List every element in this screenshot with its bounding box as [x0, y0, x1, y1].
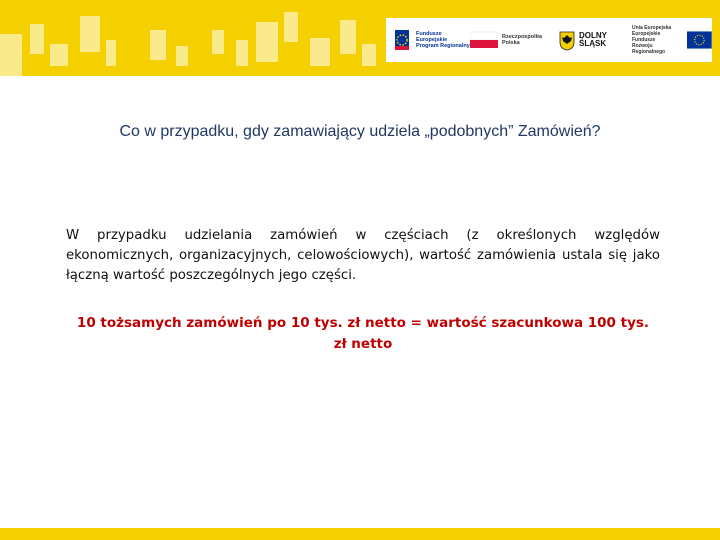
- body-paragraph: W przypadku udzielania zamówień w częściach (z określonych względów ekonomicznych, organizacyjnych, celowościowych), wartość zamówienia ustala się jako łączną wartość poszczególnych jego części.: [66, 228, 660, 283]
- highlight-example: 10 tożsamych zamówień po 10 tys. zł netto = wartość szacunkowa 100 tys. zł netto: [76, 315, 650, 352]
- decorative-block: [106, 40, 116, 66]
- decorative-block: [236, 40, 248, 66]
- header-band: [0, 0, 720, 76]
- decorative-block: [362, 44, 376, 66]
- decorative-block: [256, 22, 278, 62]
- slide-title: Co w przypadku, gdy zamawiający udziela „podobnych” Zamówień?: [119, 123, 601, 140]
- logo-strip: [386, 18, 712, 62]
- decorative-block: [80, 16, 100, 52]
- eu-flag-icon: [687, 31, 712, 49]
- fundusze-europejskie-logo: [394, 26, 470, 54]
- eagle-crest-icon: [558, 29, 576, 51]
- rzeczpospolita-polska-logo: [470, 26, 542, 54]
- decorative-block: [50, 44, 68, 66]
- dolny-slask-text: DOLNY ŚLĄSK: [579, 31, 607, 48]
- fundusze-europejskie-icon: [394, 28, 412, 52]
- decorative-block: [30, 24, 44, 54]
- footer-band: [0, 528, 720, 540]
- decorative-block: [340, 20, 356, 54]
- decorative-block: [150, 30, 166, 60]
- fundusze-europejskie-text: Fundusze Europejskie Program Regionalny: [416, 31, 470, 49]
- decorative-block: [212, 30, 224, 54]
- decorative-block: [310, 38, 330, 66]
- decorative-block: [0, 34, 22, 76]
- rzeczpospolita-polska-text: Rzeczpospolita Polska: [502, 34, 543, 46]
- polish-flag-icon: [470, 30, 498, 50]
- decorative-block: [176, 46, 188, 66]
- decorative-block: [284, 12, 298, 42]
- unia-europejska-text: Unia Europejska Europejskie Fundusze Rozwoju Regionalnego: [632, 25, 672, 55]
- unia-europejska-logo: [632, 26, 712, 54]
- dolny-slask-logo: [558, 26, 607, 54]
